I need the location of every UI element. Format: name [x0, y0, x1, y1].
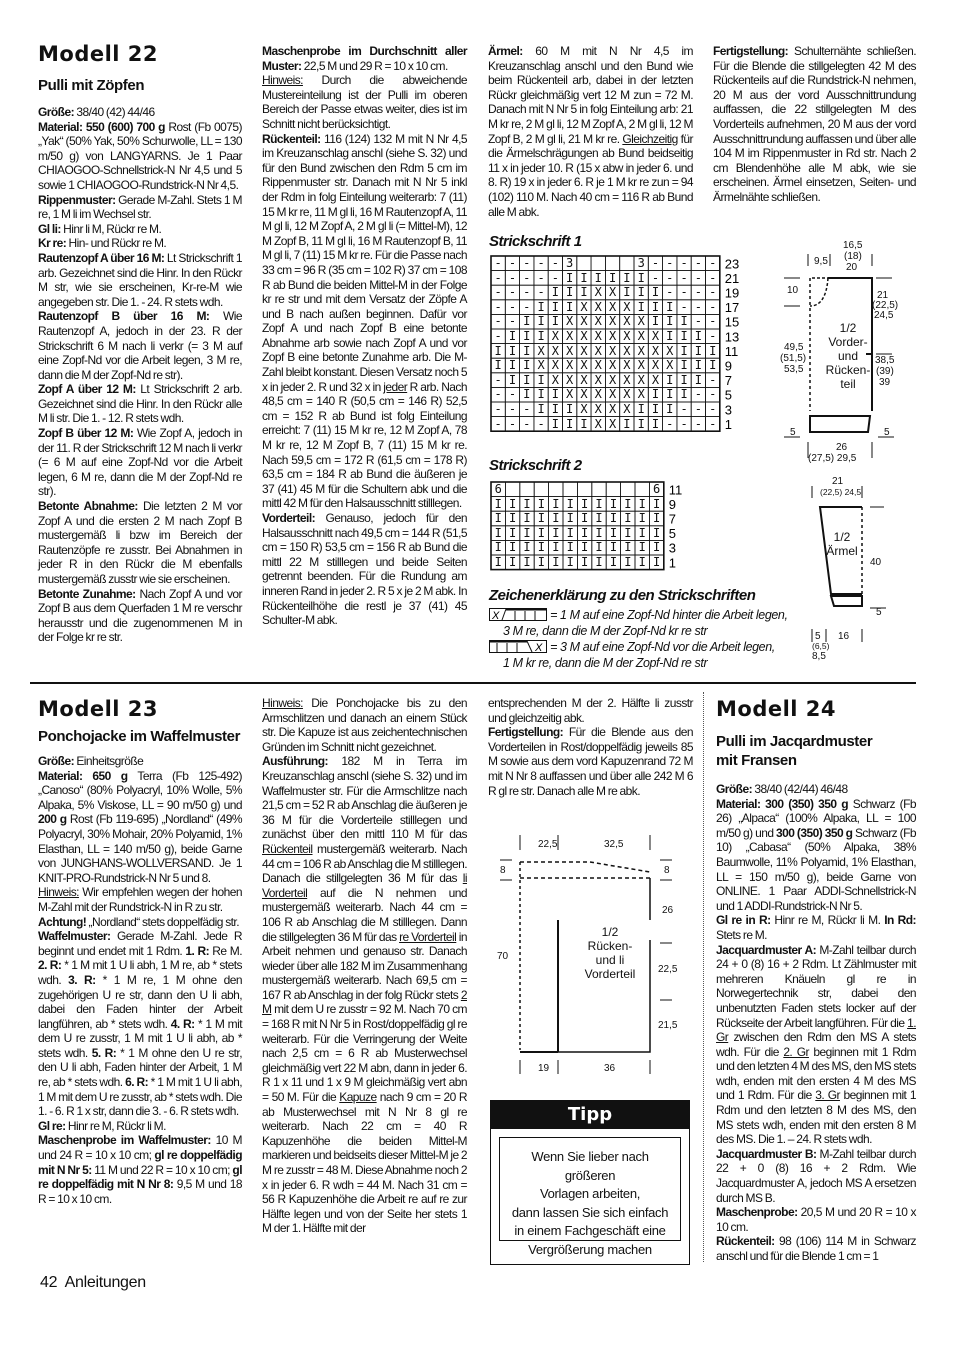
- text: 11 M und 22 R = 10 x 10 cm;: [91, 1162, 233, 1177]
- text: 98 (106) 114 M in Schwarz anschl und für die Blende 1 cm = 1: [716, 1234, 916, 1263]
- dim-label: 26: [836, 442, 848, 453]
- paragraph: [38, 587, 242, 645]
- bold-label: Größe:: [38, 754, 75, 768]
- modell-22-column-2: [262, 44, 467, 628]
- paragraph: [38, 929, 242, 1119]
- piece-label: Rücken-: [825, 363, 871, 377]
- text: M-Zahl teilbar durch 24 + 0 (8) 16 + 2 Rdm. Lt Zählmuster mit mehreren Knäueln gl re in Norwegertechnik str, dabei den unbenutzten Faden stets locker auf der Rückseite der Arbeit langführen. Für die: [716, 942, 916, 1030]
- text: Hinr re M, Rückr li M.: [770, 913, 885, 928]
- underlined-text: Kapuze: [339, 1090, 377, 1105]
- dim-label: 38,5: [875, 355, 895, 366]
- underlined-text: jeder: [383, 379, 408, 394]
- bold-label: Kr re:: [38, 236, 67, 251]
- bold-label: Jacquardmuster A:: [716, 942, 817, 957]
- bold-label: 2. R:: [38, 958, 62, 973]
- bold-label: Maschenprobe im Waffelmuster:: [38, 1133, 211, 1148]
- bold-label: 3. R:: [68, 972, 96, 987]
- text: Wie Zopf A, jedoch in der 11. R der Strickschrift 12 M nach li verkr (= 6 M auf eine Zopf-Nd vor die Arbeit legen, 6 M re, dann die M der Zopf-Nd re str).: [38, 426, 243, 499]
- dim-label: 39: [879, 377, 891, 388]
- piece-label: 1/2: [833, 530, 851, 544]
- bold-label: 6. R:: [125, 1075, 149, 1090]
- paragraph: [38, 222, 242, 237]
- row-number: 17: [724, 300, 740, 316]
- dim-label: 5: [884, 427, 890, 438]
- text: Die Ponchojacke bis zu den Armschlitzen und danach an einem Stück str. Die Kapuze ist aus zeichentechnischen Gründen im Schnitt nicht gezeichnet.: [262, 696, 467, 754]
- dim-label: 21,5: [658, 1020, 678, 1031]
- underlined-text: 2 M: [262, 987, 467, 1017]
- text: mit dem U re zusstr = 92 M. Nach 70 cm = 168 R mit N Nr 5 in Rost/doppelfädig gl re weiterarb. Für die Verringerung der Weite nach 2,5 cm = 6 R ab Musterwechsel gleichmäßig vert 22 M abn, dann in jeder 6. R 1 x 11 und 1 x 9 M gleichmäßig vert abn = 50 M. Für die: [262, 1002, 467, 1105]
- text: Hin- und Rückr re M.: [66, 236, 167, 251]
- tipp-box: [490, 1100, 690, 1265]
- page-footer: [40, 1274, 146, 1292]
- cross-right-symbol-icon: [489, 640, 547, 653]
- row-number: 3: [668, 540, 677, 556]
- text: Rost (Fb 0075) „Yak“ (50% Yak, 50% Schurwolle, LL = 130 m/50 g) von LANGYARNS. Je 1 Paar CHIAOGOO-Schnellstrick-N Nr 4,5 und 5 sowie 1 CHIAOGOO-Rundstrick-N Nr 4,5.: [38, 119, 242, 192]
- dim-label: 5: [876, 607, 882, 618]
- piece-label: 1/2: [839, 321, 857, 335]
- bold-label: Gl li:: [38, 221, 61, 236]
- section-divider: [30, 682, 916, 684]
- paragraph: [716, 797, 916, 914]
- paragraph: [38, 915, 242, 930]
- chart-row-symbols: ---IIIXXXXIII---: [494, 299, 724, 314]
- text: 22,5 M und 29 R = 10 x 10 cm.: [301, 58, 448, 73]
- dim-label: 40: [870, 557, 882, 568]
- svg-text:X: X: [535, 642, 542, 653]
- paragraph: [716, 1147, 916, 1205]
- dim-label: 9,5: [814, 256, 828, 267]
- chart-row-symbols: ----IIIXXIII----: [494, 416, 724, 431]
- text: nach 9 cm = 20 R ab Musterwechsel mit N Nr 8 gl re weiterarb. Nach 22 cm = 40 R Kapuzenhöhe die beiden Mittel-M markieren und beidseits dieser Mittel-M je 2 M re zusstr = 48 M. Diese Abnahme noch 2 x in jeder 6. R wdh = 44 M. Nach 31 cm = 56 R Kapuzenhöhe die Arbeit re auf re zur Hälfte legen und von der Seite her stets 1 M der 1. Hälfte mit der: [262, 1090, 467, 1236]
- bold-label: 4. R:: [170, 1016, 195, 1031]
- bold-label: Betonte Abnahme:: [38, 499, 138, 514]
- dim-label: (18): [844, 251, 862, 262]
- text: entsprechenden M der 2. Hälfte li zusstr und gleichzeitig abk.: [488, 696, 693, 725]
- tipp-line: in einem Fachgeschäft eine: [514, 1223, 666, 1238]
- bold-label: Maschenprobe:: [716, 1205, 798, 1220]
- knitting-chart-2-symbols: [495, 482, 668, 570]
- paragraph: [38, 236, 242, 251]
- text: R arb. Nach 48,5 cm = 140 R (50,5 cm = 146 R) 52,5 cm = 152 R ab Bund ist folg Einteilung erreicht: 7 (11) 15 M kr re, 12 M Zopf A, 78 M kr re, 12 M Zopf B, 7 (11) 15 M kr re. Nach 59,5 cm = 172 R (61,5 cm = 178 R) 63,5 cm = 184 R ab Bund die äußeren je 37 (41) 45 M für die Schultern abk und die mittl 42 M für den Halsausschnitt stilllegen.: [262, 379, 468, 511]
- chart-row-symbols: -----3 3-----: [494, 256, 724, 270]
- dim-label: 21: [832, 476, 844, 487]
- bold-label: Ärmel:: [488, 44, 523, 58]
- text: 182 M in Terra im Kreuzanschlag anschl (siehe S. 32) und im Waffelmuster str. Für die Armschlitze nach 21,5 cm = 52 R ab Anschlag die äußeren je 36 M für die Vorderteile stilllegen und zunächst über den mittl 110 M für das: [262, 754, 467, 842]
- tipp-line: Wenn Sie lieber nach größeren: [531, 1149, 649, 1183]
- paragraph: [38, 120, 242, 193]
- bold-label: Betonte Zunahme:: [38, 586, 136, 601]
- legend-item-2-line-1: = 3 M auf eine Zopf-Nd vor die Arbeit legen,: [550, 640, 775, 654]
- chart-row-symbols: -IIIXXXXXXXXIII-: [494, 372, 724, 387]
- dim-label: 19: [538, 1063, 550, 1074]
- paragraph: [38, 193, 242, 222]
- modell-22-column-4: [713, 44, 916, 205]
- bold-label: 1. R:: [185, 943, 210, 958]
- paragraph: [38, 105, 242, 120]
- bold-label: Ausführung:: [262, 754, 328, 769]
- text: 9,5 M und 18 R = 10 x 10 cm.: [38, 1177, 242, 1206]
- bold-label: Gl re:: [38, 1118, 66, 1133]
- chart-row-symbols: IIIIIIIIIIII: [494, 525, 668, 540]
- text: Wie Rautenzopf A, jedoch in der 23. R der Strickschrift 6 M nach li verkr (= 3 M auf eine Zopf-Nd vor die Arbeit legen, 3 M re, dann die M der Zopf-Nd re str).: [38, 309, 242, 382]
- chart-row-symbols: --IIIXXXXXXIII--: [494, 314, 724, 329]
- paragraph: [262, 754, 467, 1236]
- bold-label: Zopf B über 12 M:: [38, 426, 134, 441]
- paragraph: [38, 309, 242, 382]
- text: Gerade M-Zahl. Jede R beginnt und endet mit 1 Rdm.: [38, 929, 242, 958]
- row-number: 3: [724, 402, 733, 418]
- underlined-text: Hinweis:: [262, 696, 303, 710]
- dim-label: 26: [662, 905, 674, 916]
- dim-label: 53,5: [784, 364, 804, 375]
- bold-label: Achtung!: [38, 914, 87, 929]
- legend-item-1-line-2: 3 M re, dann die M der Zopf-Nd kr re str: [503, 624, 708, 638]
- row-number: 1: [724, 416, 733, 432]
- legend-item-1-line-1: = 1 M auf eine Zopf-Nd hinter die Arbeit legen,: [550, 608, 788, 622]
- modell-24-title: Modell 24: [716, 697, 837, 721]
- paragraph: [716, 943, 916, 1147]
- dim-label: 70: [497, 951, 509, 962]
- modell-22-column-1: [38, 105, 242, 645]
- row-number: 11: [668, 482, 683, 498]
- text: M-Zahl teilbar durch 22 + 0 (8) 16 + 2 Rdm. Wie Jacquardmuster A, jedoch MS A ersetzen durch MS B.: [716, 1146, 916, 1205]
- legend-title: Zeichenerklärung zu den Strickschriften: [489, 587, 756, 604]
- body-schematic: [770, 236, 920, 468]
- paragraph: [38, 754, 242, 769]
- dim-label: 24,5: [874, 310, 894, 321]
- underlined-text: re Vorderteil: [399, 929, 457, 944]
- bold-label: Zopf A über 12 M:: [38, 382, 136, 397]
- paragraph: [38, 1133, 242, 1206]
- legend-item-2-line-2: 1 M kr re, dann die M der Zopf-Nd re str: [503, 656, 708, 670]
- modell-22-column-3: [488, 44, 693, 219]
- piece-label: teil: [840, 377, 856, 391]
- dim-label: 49,5: [784, 342, 804, 353]
- row-number: 5: [668, 526, 677, 542]
- text: * 1 M ohne den U re str, den U li abh, Faden hinter der Arbeit, 1 M re, ab * stets wdh.: [38, 1045, 242, 1090]
- text: * 1 M mit dem U re zusstr, 1 M mit 1 U li abh, ab * stets wdh.: [38, 1016, 242, 1060]
- bold-label: Gl re in R:: [716, 913, 771, 928]
- text: in Arbeit nehmen und genauso str. Danach wieder über alle 182 M im Zusammenhang mustergemäß weiterarb. Nach 69,5 cm = 167 R ab Anschlag in der folg Rückr stets: [262, 929, 467, 1002]
- text: Lt Strickschrift 2 arb. Gezeichnet sind die Hinr. In den Rückr alle M li str. Die 1. - 12. R stets wdh.: [38, 382, 242, 426]
- piece-label: Vorder-: [828, 335, 868, 349]
- row-number: 13: [724, 329, 740, 345]
- bold-label: Maschenprobe im Durchschnitt aller Muster:: [262, 44, 467, 73]
- paragraph: [38, 885, 242, 914]
- text: Genauso, jedoch für den Halsausschnitt nach 49,5 cm = 144 R (51,5 cm = 150 R) 53,5 cm = 156 R ab Bund die mittl 22 M stilllegen und beide Seiten getrennt beenden. Für die Rundung am inneren Rand in jeder 2. R 5 x je 2 M abk. In Rückenteilhöhe die restl je 37 (41) 45 Schulter-M abk.: [262, 511, 467, 628]
- text: Hinr li M, Rückr re M.: [60, 221, 162, 236]
- piece-label: Vorderteil: [584, 967, 636, 981]
- paragraph: [488, 696, 693, 725]
- text: 20,5 M und 20 R = 10 x 10 cm.: [716, 1205, 916, 1234]
- row-number: 7: [668, 511, 677, 527]
- paragraph: [262, 511, 467, 628]
- poncho-schematic: [490, 830, 690, 1078]
- row-number: 5: [724, 387, 733, 403]
- chart-row-symbols: IIIIIIIIIIII: [494, 496, 668, 511]
- paragraph: [262, 73, 467, 131]
- dim-label: (6,5): [812, 641, 830, 651]
- row-number: 15: [724, 314, 740, 330]
- dim-label: 21: [877, 290, 889, 301]
- chart-row-symbols: -----IIIIII-----: [494, 270, 724, 285]
- dim-label: 32,5: [604, 839, 624, 850]
- dim-label: 5: [790, 427, 796, 438]
- text: zwischen den Rdm den MS A stets wdh. Für die: [716, 1030, 916, 1059]
- row-number: 9: [668, 496, 677, 512]
- row-number: 21: [724, 270, 740, 286]
- chart-row-symbols: ----IIIXXIII----: [494, 285, 724, 300]
- chart-row-symbols: IIIXXXXXXXXXXIII: [494, 358, 724, 373]
- svg-text:X: X: [492, 610, 499, 621]
- underlined-text: 1. Gr: [716, 1015, 916, 1045]
- text: Für die Blende aus den Vorderteilen in Rost/doppelfädig jeweils 85 M sowie aus dem vord Kapuzenrand 72 M mit N Nr 8 auffassen und über alle 242 M 6 R gl re str. Danach alle M re abk.: [488, 725, 693, 798]
- row-number: 23: [724, 256, 740, 272]
- underlined-text: 2. Gr: [783, 1044, 809, 1059]
- tipp-line: Vergrößerung machen: [528, 1241, 652, 1257]
- text: Rost (Fb 119-695) „Nordland“ (49% Polyacryl, 30% Mohair, 20% Polyamid, 1% Elasthan, LL = 140 m/50 g), beide Garne von JUNGHANS-WOLLVERSAND. Je 1 KNIT-PRO-Rundstrick-N Nr 5 und 8.: [38, 812, 242, 885]
- bold-label: Waffelmuster:: [38, 929, 111, 944]
- bold-label: Rückenteil:: [262, 131, 321, 146]
- text: beginnen mit 1 Rdm und den letzten 8 M des MS, den MS stets wdh, enden mit den ersten 8 M des MS. Die 1. – 24. R stets wdh.: [716, 1088, 916, 1147]
- text: 38/40 (42/44) 46/48: [752, 782, 848, 796]
- piece-label: und: [837, 349, 859, 363]
- bold-label: Rautenzopf B über 16 M:: [38, 309, 210, 324]
- piece-label: 1/2: [601, 925, 619, 939]
- dim-label: 5: [815, 631, 821, 642]
- text: Durch die abweichende Mustereinteilung ist der Pulli im oberen Bereich der Passe etwas weiter, dies ist im Schnitt nicht berücksichtigt.: [262, 73, 467, 131]
- row-number: 9: [724, 358, 733, 374]
- text: * 1 M re, 1 M ohne den zugehörigen U re str, dann den U li abh, dabei den Faden hinter der Arbeit langführen, ab * stets wdh.: [38, 972, 242, 1031]
- paragraph: [716, 782, 916, 797]
- bold-label: Rautenzopf A über 16 M:: [38, 250, 165, 265]
- paragraph: [262, 44, 467, 73]
- text: 38/40 (42) 44/46: [74, 105, 155, 119]
- bold-label: Rippenmuster:: [38, 192, 116, 207]
- column-divider: [703, 692, 704, 1262]
- text: * 1 M mit 1 U li abh, 1 M re, ab * stets wdh.: [38, 958, 242, 987]
- chart-1-title: Strickschrift 1: [489, 233, 582, 250]
- knitting-chart-1-symbols: [495, 256, 724, 431]
- tipp-text: [499, 1137, 681, 1257]
- dim-label: 8: [500, 865, 506, 876]
- dim-label: (51,5): [780, 353, 807, 364]
- dim-label: 36: [604, 1063, 616, 1074]
- row-number: 19: [724, 285, 740, 301]
- modell-22-subtitle: Pulli mit Zöpfen: [38, 77, 145, 94]
- page-number: 42: [40, 1274, 58, 1291]
- text: Re M.: [209, 943, 242, 958]
- section-name: Anleitungen: [64, 1274, 146, 1291]
- modell-22-title: Modell 22: [38, 42, 159, 66]
- modell-24-column: [716, 782, 916, 1264]
- paragraph: [716, 1234, 916, 1263]
- cross-left-symbol-icon: [489, 608, 547, 621]
- chart-row-symbols: IIIIIIIIIIII: [494, 554, 668, 569]
- chart-row-symbols: 6 6: [494, 482, 668, 496]
- bold-label: 5. R:: [91, 1045, 117, 1060]
- dim-label: 8: [664, 865, 670, 876]
- underlined-text: 3. Gr: [815, 1088, 840, 1103]
- modell-24-subtitle: Pulli im Jacqardmuster mit Fransen: [716, 733, 873, 769]
- paragraph: [488, 44, 693, 219]
- text: Terra (Fb 125-492) „Canoso“ (80% Polyacryl, 10% Wolle, 5% Alpaka, 5% Viskose, LL = 90 m/50 g) und: [38, 768, 242, 812]
- chart-row-symbols: ---IIIXXXXIII---: [494, 401, 724, 416]
- row-number: 7: [724, 373, 733, 389]
- text: Stets re M.: [716, 927, 767, 942]
- bold-label: Fertigstellung:: [488, 725, 564, 740]
- paragraph: [262, 132, 467, 511]
- underlined-text: Hinweis:: [262, 73, 303, 88]
- tipp-title: Tipp: [491, 1101, 689, 1129]
- bold-label: Jacquardmuster B:: [716, 1146, 817, 1161]
- bold-label: gl re doppelfädig mit N Nr 5:: [38, 1148, 242, 1177]
- dim-label: 22,5: [658, 964, 678, 975]
- paragraph: [38, 499, 242, 587]
- modell-23-subtitle: Ponchojacke im Waffelmuster: [38, 728, 241, 745]
- chart-legend: [489, 607, 789, 671]
- text: Schwarz (Fb 10) „Cabasa“ (50% Alpaka, 38% Baumwolle, 11% Polyamid, 1% Elasthan, LL = 150 m/50 g), beide Garne von ONLINE. 1 Paar ADDI-Schnellstrick-N und 1 ADDI-Rundstrick-N Nr 5.: [716, 825, 916, 913]
- text: Lt Strickschrift 1 arb. Gezeichnet sind die Hinr. In den Rückr M str, wie sie erscheinen, Kr-re-M wie angegeben str. Die 1. - 24. R stets wdh.: [38, 250, 242, 309]
- dim-label: 8,5: [812, 651, 826, 662]
- tipp-line: Vorlagen arbeiten,: [539, 1186, 641, 1201]
- paragraph: [38, 426, 242, 499]
- modell-23-column-3: [488, 696, 693, 798]
- modell-23-title: Modell 23: [38, 697, 159, 721]
- chart-row-symbols: IIIIIIIIIIII: [494, 511, 668, 526]
- bold-label: Vorderteil:: [262, 511, 316, 525]
- text: „Nordland“ stets doppelfädig str.: [86, 914, 239, 929]
- modell-23-column-2: [262, 696, 467, 1236]
- text: auf die N nehmen und mustergemäß weiterarb. Nach 44 cm = 106 R ab Anschlag die M stilllegen. Dann die stillgelegten 36 M für das: [262, 885, 467, 944]
- dim-label: 10: [787, 285, 799, 296]
- dim-label: (22,5): [872, 300, 899, 311]
- bold-label: Fertigstellung:: [713, 44, 789, 58]
- paragraph: [716, 913, 916, 942]
- text: Einheitsgröße: [74, 754, 144, 768]
- chart-row-symbols: --IIIXXXXXXIII--: [494, 387, 724, 402]
- paragraph: [38, 382, 242, 426]
- underlined-text: li Vorderteil: [262, 871, 467, 900]
- bold-label: gl re doppelfädig mit N Nr 8:: [38, 1162, 242, 1192]
- bold-label: In Rd:: [884, 913, 916, 928]
- bold-label: Material: 300 (350) 350 g: [716, 796, 849, 811]
- underlined-text: Rückenteil: [262, 841, 313, 856]
- underlined-text: Hinweis:: [38, 885, 79, 900]
- row-number: 11: [724, 343, 739, 359]
- paragraph: [262, 696, 467, 754]
- paragraph: [38, 769, 242, 886]
- text: mustergemäß weiterarb. Nach 44 cm = 106 R ab Anschlag die M stilllegen. Danach die stillgelegten 36 M für das: [262, 841, 467, 886]
- modell-23-column-1: [38, 754, 242, 1206]
- bold-label: 300 (350) 350 g: [776, 825, 853, 840]
- text: 116 (124) 132 M mit N Nr 4,5 im Kreuzanschlag anschl (siehe S. 32) und für den Bund zwischen den Rdm 5 cm im Rippenmuster str. Danach mit N Nr 5 inkl der Rdm in folg Einteilung weiterarb: 7 (11) 15 M kr re, 11 M gl li, 16 M Rautenzopf A, 11 M gl li, 12 M Zopf A, 2 M gl li (= Mittel-M), 12 M Zopf B, 11 M gl li, 16 M Rautenzopf B, 11 M gl li, 7 (11) 15 M kr re. Für die Passe nach 33 cm = 96 R (35 cm = 102 R) 37 cm = 108 R ab Bund die beiden Mittel-M in der Folge kr re str und mit dem Versatz der Zöpfe A und B nach außen beginnen. Dafür vor Zopf A und nach Zopf B eine betonte Abnahme arb sowie nach Zopf A und vor Zopf B eine betonte Zunahme arb. Die M-Zahl bleibt konstant. Diesen Versatz noch 5 x in jeder 2. R und 32 x in: [262, 131, 467, 394]
- sleeve-schematic: [790, 472, 910, 668]
- text: Die letzten 2 M vor Zopf A und die ersten 2 M nach Zopf B mustergemäß li bzw im Bereich der Rautenzöpfe re zusstr. Bei Abnahmen in jeder R in den Rückr die M ebenfalls mustergemäß zusstr wie sie erscheinen.: [38, 499, 242, 586]
- text: * 1 M mit 1 U li abh, 1 M mit dem U re zusstr, ab * stets wdh. Die 1. - 6. R 1 x str, dann die 3. - 6. R stets wdh.: [38, 1075, 242, 1119]
- bold-label: Größe:: [38, 105, 75, 119]
- text: Schwarz (Fb 26) „Alpaca“ (100% Alpaka, LL = 100 m/50 g) und: [716, 796, 916, 840]
- dim-label: 20: [846, 262, 858, 273]
- text: Schulternähte schließen. Für die Blende die stillgelegten 42 M des Rückenteils auf die Rundstrick-N nehmen, 20 M aus der vord Ausschnittrundung auffassen, die 22 stillgelegten M des Vorderteils aufnehmen, 20 M aus der vord Ausschnittrundung auffassen und über alle 104 M im Rippenmuster in Rd str. Nach 2 cm Blendenhöhe alle M abk, wie sie erscheinen. Ärmel einsetzen, Seiten- und Ärmelnähte schließen.: [713, 44, 916, 204]
- bold-label: Größe:: [716, 782, 753, 796]
- dim-label: (27,5) 29,5: [808, 453, 857, 464]
- text: Nach Zopf A und vor Zopf B aus dem Querfaden 1 M re verschr herausstr und die zugenommenen M in der Folge kr re str.: [38, 586, 242, 645]
- underlined-text: Gleichzeitig: [622, 131, 678, 146]
- bold-label: Rückenteil:: [716, 1234, 775, 1249]
- dim-label: 22,5: [538, 839, 558, 850]
- chart-row-symbols: IIIIIIIIIIII: [494, 540, 668, 555]
- dim-label: (39): [876, 366, 894, 377]
- bold-label: Material: 550 (600) 700 g: [38, 119, 165, 134]
- piece-label: Rücken-: [587, 939, 633, 953]
- piece-label: und li: [595, 953, 625, 967]
- text: Wir empfehlen wegen der hohen M-Zahl mit der Rundstrick-N in R zu str.: [38, 885, 242, 914]
- text: Hinr re M, Rückr li M.: [65, 1118, 166, 1133]
- piece-label: Ärmel: [826, 544, 858, 558]
- chart-row-symbols: -IIIXXXXXXXXIII-: [494, 328, 724, 343]
- paragraph: [716, 1205, 916, 1234]
- dim-label: 16,5: [843, 240, 863, 251]
- paragraph: [713, 44, 916, 205]
- chart-row-symbols: IIIXXXXXXXXXXIII: [494, 343, 724, 358]
- text: Gerade M-Zahl. Stets 1 M re, 1 M li im Wechsel str.: [38, 192, 242, 222]
- text: für die Ärmelschrägungen ab Bund beidseitig 11 x in jeder 10. R (15 x abw in jeder 6. und 8. R) 19 x in jeder 6. R je 1 M kr re zun = 94 (102) 110 M. Nach 40 cm = 116 R ab Bund alle M abk.: [488, 131, 693, 219]
- text: 60 M mit N Nr 4,5 im Kreuzanschlag anschl und den Bund wie beim Rückenteil arb, dabei in der letzten Rückr gleichmäßig vert 12 M zun = 72 M. Danach mit N Nr 5 in folg Einteilung arb: 21 M kr re, 2 M gl li, 12 M Zopf A, 2 M gl li, 12 M Zopf B, 2 M gl li, 21 M kr re.: [488, 44, 693, 146]
- text: beginnen mit 1 Rdm und den letzten 4 M des MS, den MS stets wdh, enden mit den ersten 4 M des MS und 1 Rdm. Für die: [716, 1044, 916, 1103]
- chart-2-title: Strickschrift 2: [489, 457, 582, 474]
- bold-label: 200 g: [38, 812, 67, 827]
- row-number: 1: [668, 555, 677, 571]
- text: 10 M und 24 R = 10 x 10 cm;: [38, 1133, 242, 1163]
- dim-label: 16: [838, 631, 850, 642]
- paragraph: [38, 251, 242, 309]
- tipp-line: dann lassen Sie sich einfach: [511, 1204, 669, 1220]
- paragraph: [488, 725, 693, 798]
- paragraph: [38, 1119, 242, 1134]
- dim-label: (22,5) 24,5: [820, 487, 862, 497]
- bold-label: Material: 650 g: [38, 768, 128, 783]
